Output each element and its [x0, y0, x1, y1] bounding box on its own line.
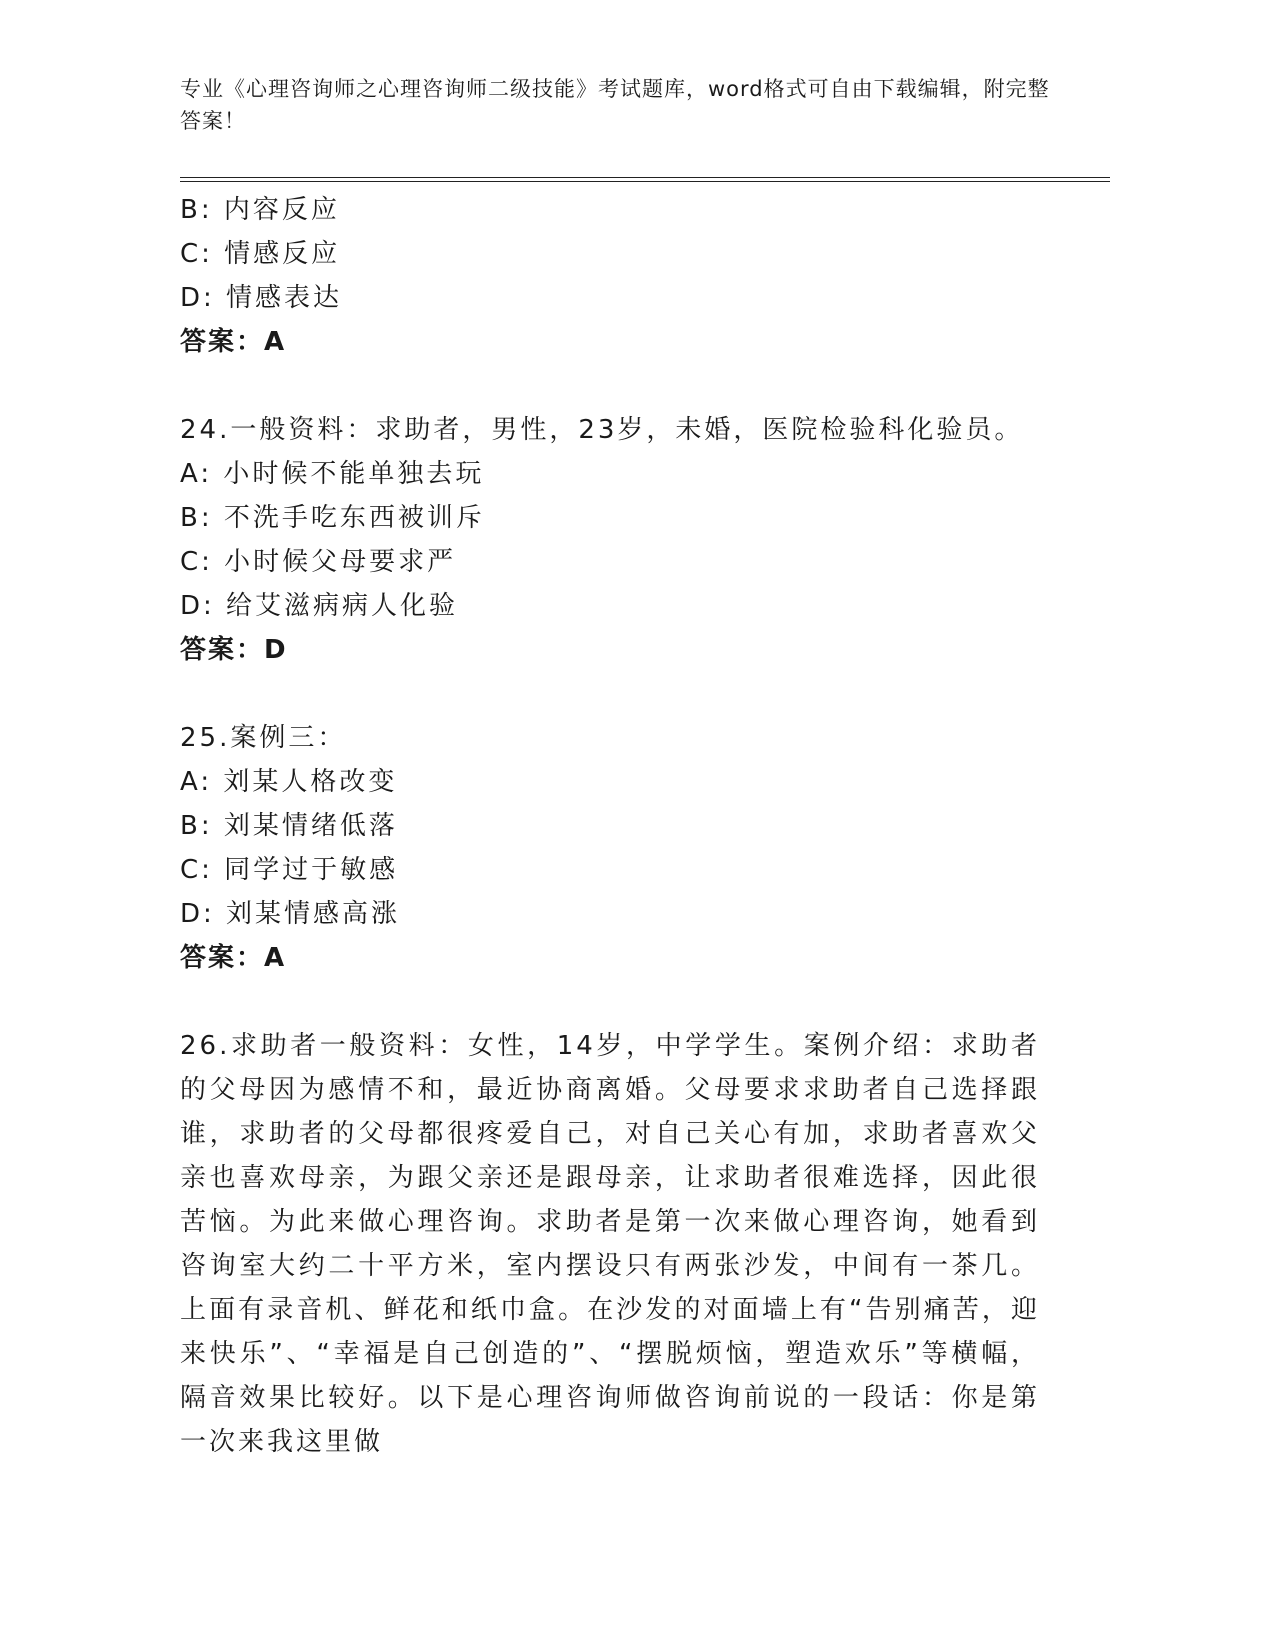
- document-body: [180, 188, 1080, 1464]
- option-b: B: 内容反应: [180, 195, 340, 225]
- question-23-fragment: [180, 188, 1080, 364]
- option-a: A: 刘某人格改变: [180, 767, 398, 797]
- question-stem: 24.一般资料：求助者，男性，23岁，未婚，医院检验科化验员。: [180, 415, 1024, 445]
- option-b: B: 不洗手吃东西被训斥: [180, 503, 485, 533]
- option-c: C: 小时候父母要求严: [180, 547, 457, 577]
- answer-line: 答案：D: [180, 635, 288, 665]
- option-c: C: 同学过于敏感: [180, 855, 399, 885]
- answer-line: 答案：A: [180, 327, 287, 357]
- header-divider: [180, 177, 1110, 182]
- option-d: D: 给艾滋病病人化验: [180, 591, 459, 621]
- question-25: [180, 716, 1080, 980]
- option-c: C: 情感反应: [180, 239, 341, 269]
- question-24: [180, 408, 1080, 672]
- option-a: A: 小时候不能单独去玩: [180, 459, 485, 489]
- option-b: B: 刘某情绪低落: [180, 811, 398, 841]
- option-d: D: 情感表达: [180, 283, 343, 313]
- question-stem: 25.案例三：: [180, 723, 347, 753]
- answer-line: 答案：A: [180, 943, 287, 973]
- option-d: D: 刘某情感高涨: [180, 899, 401, 929]
- question-stem-paragraph: 26.求助者一般资料：女性，14岁，中学学生。案例介绍：求助者的父母因为感情不和，最近协商离婚。父母要求求助者自己选择跟谁，求助者的父母都很疼爱自己，对自己关心有加，求助者喜欢父亲也喜欢母亲，为跟父亲还是跟母亲，让求助者很难选择，因此很苦恼。为此来做心理咨询。求助者是第一次来做心理咨询，她看到咨询室大约二十平方米，室内摆设只有两张沙发，中间有一茶几。上面有录音机、鲜花和纸巾盒。在沙发的对面墙上有“告别痛苦，迎来快乐”、“幸福是自己创造的”、“摆脱烦恼，塑造欢乐”等横幅，隔音效果比较好。以下是心理咨询师做咨询前说的一段话：你是第一次来我这里做: [180, 1031, 1040, 1457]
- page-header: 专业《心理咨询师之心理咨询师二级技能》考试题库，word格式可自由下载编辑，附完整答案！: [180, 77, 1050, 133]
- question-26: [180, 1024, 1080, 1464]
